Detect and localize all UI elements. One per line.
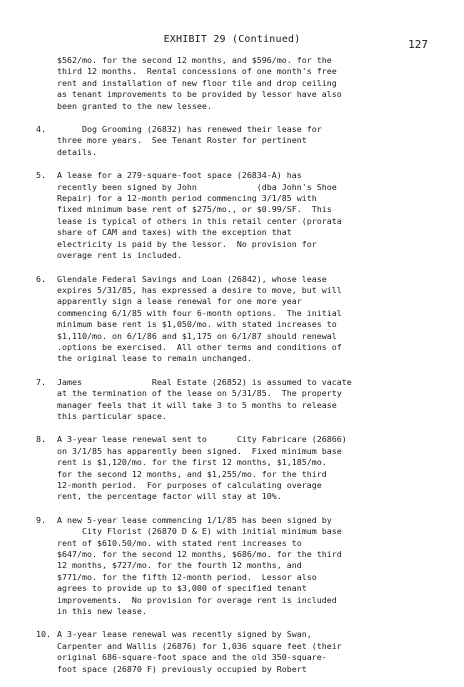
text-line: Glendale Federal Savings and Loan (26842), whose lease: [57, 273, 327, 284]
text-line: third 12 months. Rental concessions of one month's free: [57, 66, 337, 77]
text-line: Repair) for a 12-month period commencing 3/1/85 with: [57, 193, 317, 204]
text-line: at the termination of the lease on 5/31/85. The property: [57, 388, 342, 399]
item-number: 4.: [36, 124, 46, 135]
item-text: [57, 274, 440, 365]
text-line: rent of $610.50/mo. with stated rent increases to: [57, 537, 302, 548]
item-number: 8.: [36, 434, 46, 445]
item-text: [57, 170, 440, 261]
item-text: [57, 629, 440, 675]
text-line: rent, the percentage factor will stay at 10%.: [57, 491, 282, 502]
text-line: 12 months, $727/mo. for the fourth 12 months, and: [57, 560, 302, 571]
text-line: A new 5-year lease commencing 1/1/85 has been signed by: [57, 514, 332, 525]
numbered-item-8: [36, 434, 440, 502]
text-line: share of CAM and taxes) with the exception that: [57, 227, 292, 238]
text-line: been granted to the new lessee.: [57, 100, 212, 111]
text-line: James Real Estate (26852) is assumed to vacate: [57, 376, 352, 387]
page-header-title: EXHIBIT 29 (Continued): [163, 34, 301, 45]
continued-paragraph: [57, 55, 440, 112]
text-line: City Florist (26870 D & E) with initial minimum base: [57, 526, 342, 537]
text-line: for the second 12 months, and $1,255/mo. for the third: [57, 468, 327, 479]
text-line: as tenant improvements to be provided by lessor have also: [57, 89, 342, 100]
text-line: rent and installation of new floor tile and drop ceiling: [57, 77, 337, 88]
item-number: 9.: [36, 514, 46, 525]
text-line: $1,110/mo. on 6/1/86 and $1,175 on 6/1/87 should renewal: [57, 330, 337, 341]
text-line: manager feels that it will take 3 to 5 months to release: [57, 399, 337, 410]
item-number: 5.: [36, 170, 46, 181]
numbered-item-7: [36, 377, 440, 423]
text-line: original 686-square-foot space and the old 350-square-: [57, 652, 327, 663]
text-line: $562/mo. for the second 12 months, and $596/mo. for the: [57, 55, 332, 65]
text-line: details.: [57, 146, 97, 157]
numbered-item-6: [36, 274, 440, 365]
numbered-item-9: [36, 515, 440, 618]
text-line: 12-month period. For purposes of calculating overage: [57, 480, 322, 490]
numbered-item-5: [36, 170, 440, 261]
text-line: A lease for a 279-square-foot space (26834-A) has: [57, 170, 302, 181]
text-line: foot space (26870 F) previously occupied by Robert: [57, 663, 307, 674]
document-body: [36, 55, 440, 687]
text-line: this particular space.: [57, 410, 167, 421]
text-line: A 3-year lease renewal was recently signed by Swan,: [57, 629, 312, 640]
text-line: on 3/1/85 has apparently been signed. Fixed minimum base: [57, 445, 342, 456]
text-line: Dog Grooming (26832) has renewed their lease for: [57, 124, 322, 135]
item-text: [57, 434, 440, 502]
text-line: expires 5/31/85, has expressed a desire to move, but will: [57, 284, 342, 295]
page-number: 127: [408, 38, 428, 51]
item-text: [57, 515, 440, 618]
text-line: $647/mo. for the second 12 months, $686/mo. for the third: [57, 549, 342, 560]
text-line: the original lease to remain unchanged.: [57, 353, 252, 364]
text-line: minimum base rent is $1,050/mo. with stated increases to: [57, 319, 337, 330]
item-number: 6.: [36, 273, 46, 284]
text-line: $771/mo. for the fifth 12-month period. Lessor also: [57, 571, 317, 582]
text-line: apparently sign a lease renewal for one more year: [57, 296, 302, 307]
text-line: recently been signed by John (dba John's Shoe: [57, 181, 337, 192]
text-line: agrees to provide up to $3,000 of specified tenant: [57, 583, 307, 594]
text-line: electricity is paid by the lessor. No provision for: [57, 238, 317, 249]
numbered-item-4: [36, 124, 440, 158]
text-line: commencing 6/1/85 with four 6-month options. The initial: [57, 307, 342, 318]
text-line: fixed minimum base rent of $275/mo., or $0.99/SF. This: [57, 204, 332, 215]
text-line: three more years. See Tenant Roster for pertinent: [57, 135, 307, 146]
text-line: overage rent is included.: [57, 250, 182, 261]
text-line: lease is typical of others in this retail center (prorata: [57, 215, 342, 226]
text-line: Carpenter and Wallis (26876) for 1,036 square feet (their: [57, 640, 342, 651]
item-number: 10.: [36, 629, 51, 640]
text-line: in this new lease.: [57, 606, 147, 617]
text-line: .options be exercised. All other terms and conditions of: [57, 341, 342, 352]
item-number: 7.: [36, 376, 46, 387]
item-text: [57, 124, 440, 158]
text-line: rent is $1,120/mo. for the first 12 months, $1,185/mo.: [57, 457, 327, 468]
text-line: improvements. No provision for overage rent is included: [57, 594, 337, 605]
numbered-item-10: [36, 629, 440, 675]
item-text: [57, 377, 440, 423]
text-line: A 3-year lease renewal sent to City Fabricare (26866): [57, 434, 347, 445]
